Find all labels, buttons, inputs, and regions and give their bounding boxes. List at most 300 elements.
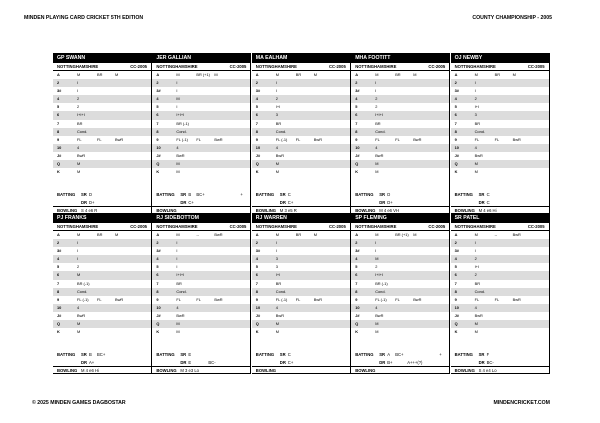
player-name: JER GALLIAN xyxy=(152,53,250,63)
card-value: 7 xyxy=(156,120,159,126)
card-value: 3# xyxy=(156,88,161,94)
batting-row xyxy=(252,191,350,199)
outcome-2: FL xyxy=(395,136,400,142)
outcome-2: BR (+1) xyxy=(395,232,409,237)
bowling-label: BOWLING xyxy=(156,208,177,213)
outcome-3: M xyxy=(413,232,417,237)
dr-label: DR xyxy=(279,200,286,205)
outcome-1: BR (-1) xyxy=(375,280,388,286)
card-value: 9 xyxy=(454,296,457,302)
outcome-row xyxy=(252,128,350,136)
bowling-value: M 4 e6 Hi xyxy=(81,368,99,373)
outcome-1: BR xyxy=(375,120,381,126)
card-value: 6 xyxy=(57,112,60,118)
team-name: NOTTINGHAMSHIRE xyxy=(454,224,496,229)
outcome-1: M xyxy=(77,232,81,237)
outcome-row xyxy=(351,87,449,95)
card-value: 6 xyxy=(156,272,159,278)
team-row xyxy=(351,223,449,231)
outcome-1: 2 xyxy=(77,264,80,270)
outcome-1: 2 xyxy=(375,264,378,270)
outcome-row xyxy=(152,328,250,336)
sr-value: C xyxy=(486,192,490,197)
bowling-label: BOWLING xyxy=(355,208,376,213)
outcome-row xyxy=(252,120,350,128)
outcome-row xyxy=(252,255,350,263)
outcome-row xyxy=(451,111,549,119)
outcome-row xyxy=(252,144,350,152)
outcome-row xyxy=(451,247,549,255)
season-label: CC-2005 xyxy=(229,64,247,69)
bowling-label: BOWLING xyxy=(355,368,376,373)
batting-row xyxy=(152,191,250,199)
outcome-row xyxy=(152,152,250,160)
card-value: 7 xyxy=(156,280,159,286)
outcome-row xyxy=(252,79,350,87)
bowling-value: M 4 e6 Hi xyxy=(478,208,497,213)
outcome-1: 2 xyxy=(77,104,80,110)
outcome-1: I xyxy=(375,248,377,254)
team-row xyxy=(351,63,449,71)
sr-value: F xyxy=(486,352,490,357)
outcome-row xyxy=(152,247,250,255)
outcome-1: Cond. xyxy=(375,128,386,134)
outcome-2: BR xyxy=(494,72,500,77)
outcome-row xyxy=(53,136,151,144)
outcome-1: BwR xyxy=(77,312,86,318)
outcome-row xyxy=(451,103,549,111)
season-label: CC-2005 xyxy=(229,224,247,229)
team-row xyxy=(252,63,350,71)
outcome-1: BwR xyxy=(474,312,483,318)
outcome-1: I xyxy=(275,240,277,246)
card-value: 4 xyxy=(57,256,60,262)
batting-label: BATTING xyxy=(57,352,76,357)
sr-label: SR xyxy=(279,352,286,357)
card-value: 10 xyxy=(156,144,161,150)
outcome-1: 3 xyxy=(275,112,278,118)
outcome-row xyxy=(451,280,549,288)
dr-label: DR xyxy=(81,360,88,365)
dr-value: A+ xyxy=(89,360,95,365)
outcome-row xyxy=(351,168,449,176)
card-value: 9 xyxy=(355,136,358,142)
outcome-row xyxy=(451,231,549,239)
outcome-1: I xyxy=(176,88,178,94)
outcome-1: M xyxy=(275,72,280,77)
outcome-1: 3 xyxy=(474,112,477,118)
outcome-row xyxy=(252,320,350,328)
sr-label: SR xyxy=(279,192,286,197)
outcome-1: 2 xyxy=(474,256,477,262)
outcome-1: FL (-1) xyxy=(176,136,188,142)
outcome-row xyxy=(351,95,449,103)
outcome-row xyxy=(451,71,549,79)
outcome-row xyxy=(152,136,250,144)
outcome-row xyxy=(53,120,151,128)
card-value: K xyxy=(454,329,458,335)
card-value: 3# xyxy=(255,248,261,254)
outcome-1: I xyxy=(375,80,377,86)
player-card xyxy=(252,53,351,214)
player-card xyxy=(53,53,152,214)
sr-label: SR xyxy=(180,192,187,197)
sr-label: SR xyxy=(180,352,187,357)
outcome-row xyxy=(451,320,549,328)
outcome-1: M xyxy=(77,272,81,278)
card-value: A xyxy=(355,72,358,77)
card-value: 5 xyxy=(454,264,457,270)
outcome-row xyxy=(451,328,549,336)
dr-extra: A+++(?) xyxy=(407,360,423,365)
card-value: 7 xyxy=(454,120,457,126)
outcome-1: M xyxy=(275,232,280,237)
card-value: Q xyxy=(57,161,61,167)
outcome-1: I xyxy=(375,88,377,94)
outcome-row xyxy=(53,87,151,95)
card-value: 9 xyxy=(156,136,159,142)
outcome-row xyxy=(152,168,250,176)
outcome-1: Cond. xyxy=(176,288,187,294)
card-value: 5 xyxy=(355,104,358,110)
player-name: OJ NEWBY xyxy=(451,53,549,63)
season-label: CC-2005 xyxy=(428,64,446,69)
dr-label: DR xyxy=(478,200,485,205)
bowling-label: BOWLING xyxy=(255,368,277,373)
outcome-3: BwR xyxy=(512,136,521,142)
card-value: 6 xyxy=(355,112,358,118)
sr-value: C xyxy=(287,352,291,357)
outcome-3: M xyxy=(214,72,218,77)
outcome-1: M xyxy=(77,329,81,335)
outcome-row xyxy=(252,111,350,119)
season-label: CC-2005 xyxy=(428,224,446,229)
outcome-1: I xyxy=(275,80,277,86)
outcome-row xyxy=(152,95,250,103)
outcome-row xyxy=(252,103,350,111)
dr-value: C+ xyxy=(287,360,294,365)
outcome-row xyxy=(252,280,350,288)
outcome-1: Cond. xyxy=(77,128,88,134)
card-value: Q xyxy=(454,161,458,167)
page-header-title: MINDEN PLAYING CARD CRICKET 5TH EDITION xyxy=(24,15,144,21)
bowling-value: M 4 e6 VH xyxy=(379,208,399,213)
page-header-subtitle: COUNTY CHAMPIONSHIP - 2005 xyxy=(472,15,552,21)
outcome-row xyxy=(252,95,350,103)
outcome-1: I+I+I xyxy=(176,112,185,118)
outcome-1: FL (-1) xyxy=(77,296,89,302)
card-value: 2 xyxy=(454,240,457,246)
team-name: NOTTINGHAMSHIRE xyxy=(454,64,496,69)
outcome-row xyxy=(351,111,449,119)
outcome-1: Cond. xyxy=(275,128,287,134)
outcome-3: BwR xyxy=(214,232,223,237)
card-value: K xyxy=(57,329,60,335)
card-value: 5 xyxy=(57,264,60,270)
outcome-1: Cond. xyxy=(77,288,88,294)
outcome-row xyxy=(252,312,350,320)
card-value: 10 xyxy=(454,144,459,150)
batting-row xyxy=(451,191,549,199)
team-row xyxy=(152,223,250,231)
team-row xyxy=(252,223,350,231)
outcome-3: BwR xyxy=(413,296,422,302)
outcome-row xyxy=(53,168,151,176)
card-value: 4 xyxy=(255,256,258,262)
outcome-2: FL xyxy=(494,296,500,302)
batting-row xyxy=(351,351,449,359)
batting-row xyxy=(152,351,250,359)
outcome-2: FL xyxy=(295,296,301,302)
outcome-row xyxy=(53,328,151,336)
outcome-row xyxy=(53,144,151,152)
dr-value: D+ xyxy=(89,200,95,205)
team-row xyxy=(451,63,549,71)
outcome-1: 3 xyxy=(275,256,278,262)
card-value: J# xyxy=(156,312,161,318)
outcome-row xyxy=(451,160,549,168)
bowling-row xyxy=(152,366,250,374)
card-value: A xyxy=(454,232,458,237)
outcome-1: Cond. xyxy=(474,128,485,134)
outcome-1: BR (-1) xyxy=(77,280,90,286)
outcome-row xyxy=(152,304,250,312)
card-value: 3# xyxy=(355,88,360,94)
outcome-1: I xyxy=(176,264,178,270)
outcome-1: FL xyxy=(474,136,480,142)
outcome-3: M xyxy=(313,232,318,237)
outcome-row xyxy=(351,312,449,320)
outcome-1: M xyxy=(176,169,180,175)
outcome-1: BwR xyxy=(176,312,185,318)
card-value: A xyxy=(454,72,458,77)
outcome-1: 4 xyxy=(275,304,278,310)
outcome-row xyxy=(351,263,449,271)
batting-label: BATTING xyxy=(355,192,374,197)
outcome-row xyxy=(351,152,449,160)
outcome-1: 4 xyxy=(375,304,378,310)
outcome-1: I xyxy=(474,88,476,94)
card-value: J# xyxy=(355,312,360,318)
card-value: 6 xyxy=(454,272,457,278)
sr-label: SR xyxy=(478,352,485,357)
card-value: 10 xyxy=(156,304,161,310)
team-row xyxy=(152,63,250,71)
outcome-row xyxy=(451,304,549,312)
outcome-1: 4 xyxy=(474,304,477,310)
outcome-1: M xyxy=(474,321,478,327)
sr-extra: BC+ xyxy=(196,192,205,197)
outcome-1: M xyxy=(77,169,81,175)
card-value: A xyxy=(255,72,259,77)
card-value: Q xyxy=(156,161,160,167)
outcome-row xyxy=(53,304,151,312)
card-value: 3# xyxy=(255,88,261,94)
outcome-1: I xyxy=(176,80,178,86)
card-value: K xyxy=(57,169,60,175)
team-name: NOTTINGHAMSHIRE xyxy=(355,224,397,229)
outcome-2: FL xyxy=(196,296,201,302)
bowling-value: M 3 e3 Lo xyxy=(180,368,200,373)
outcome-2: FL xyxy=(97,136,102,142)
player-name: PJ FRANKS xyxy=(53,213,151,223)
season-label: CC-2005 xyxy=(130,64,147,69)
card-value: 10 xyxy=(255,304,261,310)
outcome-2: -- xyxy=(196,232,199,237)
outcome-3: BwR xyxy=(413,136,422,142)
outcome-row xyxy=(351,280,449,288)
batting-label: BATTING xyxy=(454,352,473,357)
outcome-1: 2 xyxy=(375,96,378,102)
outcome-row xyxy=(152,280,250,288)
card-value: 9 xyxy=(454,136,457,142)
card-value: 6 xyxy=(156,112,159,118)
dr-label: DR xyxy=(379,200,386,205)
outcome-row xyxy=(351,271,449,279)
team-name: NOTTINGHAMSHIRE xyxy=(355,64,397,69)
card-value: 8 xyxy=(255,288,258,294)
outcome-2: FL xyxy=(97,296,102,302)
outcome-row xyxy=(351,231,449,239)
outcome-row xyxy=(451,288,549,296)
card-value: K xyxy=(255,169,259,175)
outcome-1: Cond. xyxy=(176,128,187,134)
card-value: 7 xyxy=(57,120,60,126)
dr-value: C+ xyxy=(287,200,294,205)
outcome-row xyxy=(252,328,350,336)
outcome-3: BwR xyxy=(214,296,223,302)
outcome-row xyxy=(53,288,151,296)
card-value: J# xyxy=(255,312,261,318)
bowling-row xyxy=(351,366,449,374)
outcome-row xyxy=(351,288,449,296)
outcome-1: I xyxy=(275,248,277,254)
outcome-row xyxy=(451,255,549,263)
bowling-label: BOWLING xyxy=(57,368,78,373)
bowling-label: BOWLING xyxy=(454,368,475,373)
player-card xyxy=(451,213,550,374)
sr-value: E xyxy=(188,352,192,357)
card-value: 5 xyxy=(57,104,60,110)
outcome-1: I xyxy=(275,88,277,94)
card-value: 2 xyxy=(454,80,457,86)
outcome-1: 4 xyxy=(275,144,278,150)
outcome-3: BwR xyxy=(214,136,223,142)
card-value: Q xyxy=(57,321,61,327)
dr-value: B+ xyxy=(387,360,393,365)
sr-label: SR xyxy=(478,192,485,197)
card-value: 2 xyxy=(255,240,258,246)
outcome-1: M xyxy=(176,72,180,77)
outcome-1: I xyxy=(474,80,476,86)
card-value: 8 xyxy=(454,128,457,134)
bowling-value: M 3 e5 R xyxy=(279,208,297,213)
outcome-row xyxy=(451,144,549,152)
batting-row xyxy=(351,191,449,199)
sr-value: B xyxy=(188,192,192,197)
card-value: 7 xyxy=(355,280,358,286)
outcome-row xyxy=(451,263,549,271)
player-name: MHA FOOTITT xyxy=(351,53,449,63)
season-label: CC-2005 xyxy=(130,224,147,229)
outcome-1: M xyxy=(77,72,81,77)
outcome-row xyxy=(451,95,549,103)
outcome-1: M xyxy=(375,256,379,262)
card-value: 2 xyxy=(355,240,358,246)
card-value: A xyxy=(355,232,358,237)
outcome-1: I+I+I xyxy=(375,272,383,278)
outcome-1: BR xyxy=(275,120,282,126)
outcome-row xyxy=(53,231,151,239)
website: MINDENCRICKET.COM xyxy=(493,400,550,406)
player-card xyxy=(252,213,351,374)
outcome-row xyxy=(53,103,151,111)
outcome-1: I+I xyxy=(474,104,480,110)
outcome-1: M xyxy=(176,161,180,167)
outcome-1: BR xyxy=(77,120,83,126)
outcome-row xyxy=(351,320,449,328)
dr-value: C xyxy=(486,200,490,205)
sr-label: SR xyxy=(379,192,386,197)
season-label: CC-2005 xyxy=(527,224,545,229)
page-footer xyxy=(0,400,600,410)
sr-label: SR xyxy=(81,192,87,197)
outcome-1: I xyxy=(375,240,377,246)
card-value: 7 xyxy=(57,280,60,286)
outcome-row xyxy=(351,255,449,263)
outcome-row xyxy=(53,255,151,263)
player-name: SR PATEL xyxy=(451,213,549,223)
card-value: 10 xyxy=(57,304,62,310)
outcome-1: I+I xyxy=(275,104,281,110)
outcome-row xyxy=(451,87,549,95)
outcome-row xyxy=(351,120,449,128)
card-value: J# xyxy=(255,152,261,158)
team-name: NOTTINGHAMSHIRE xyxy=(57,224,99,229)
outcome-row xyxy=(252,71,350,79)
outcome-row xyxy=(252,288,350,296)
card-value: 4 xyxy=(355,256,358,262)
player-name: RJ SIDEBOTTOM xyxy=(152,213,250,223)
card-value: 9 xyxy=(57,136,60,142)
outcome-row xyxy=(152,231,250,239)
outcome-row xyxy=(53,111,151,119)
outcome-3: M xyxy=(115,72,119,77)
outcome-1: I xyxy=(176,104,178,110)
outcome-1: M xyxy=(77,161,81,167)
card-value: A xyxy=(57,72,60,77)
card-value: 6 xyxy=(255,112,258,118)
outcome-1: M xyxy=(275,169,280,175)
dr-label: DR xyxy=(379,360,386,365)
outcome-row xyxy=(351,136,449,144)
card-value: 8 xyxy=(57,288,60,294)
card-value: 5 xyxy=(454,104,457,110)
card-value: 8 xyxy=(454,288,457,294)
batting-label: BATTING xyxy=(255,352,275,357)
outcome-3: M xyxy=(512,72,516,77)
outcome-1: BR xyxy=(275,280,282,286)
card-value: 8 xyxy=(156,128,159,134)
outcome-1: I+I xyxy=(275,272,281,278)
card-value: 7 xyxy=(255,280,258,286)
outcome-1: BwR xyxy=(474,152,483,158)
outcome-1: I xyxy=(77,248,79,254)
card-value: 5 xyxy=(156,264,159,270)
card-value: Q xyxy=(156,321,160,327)
card-value: 6 xyxy=(355,272,358,278)
sr-value: D xyxy=(387,192,391,197)
